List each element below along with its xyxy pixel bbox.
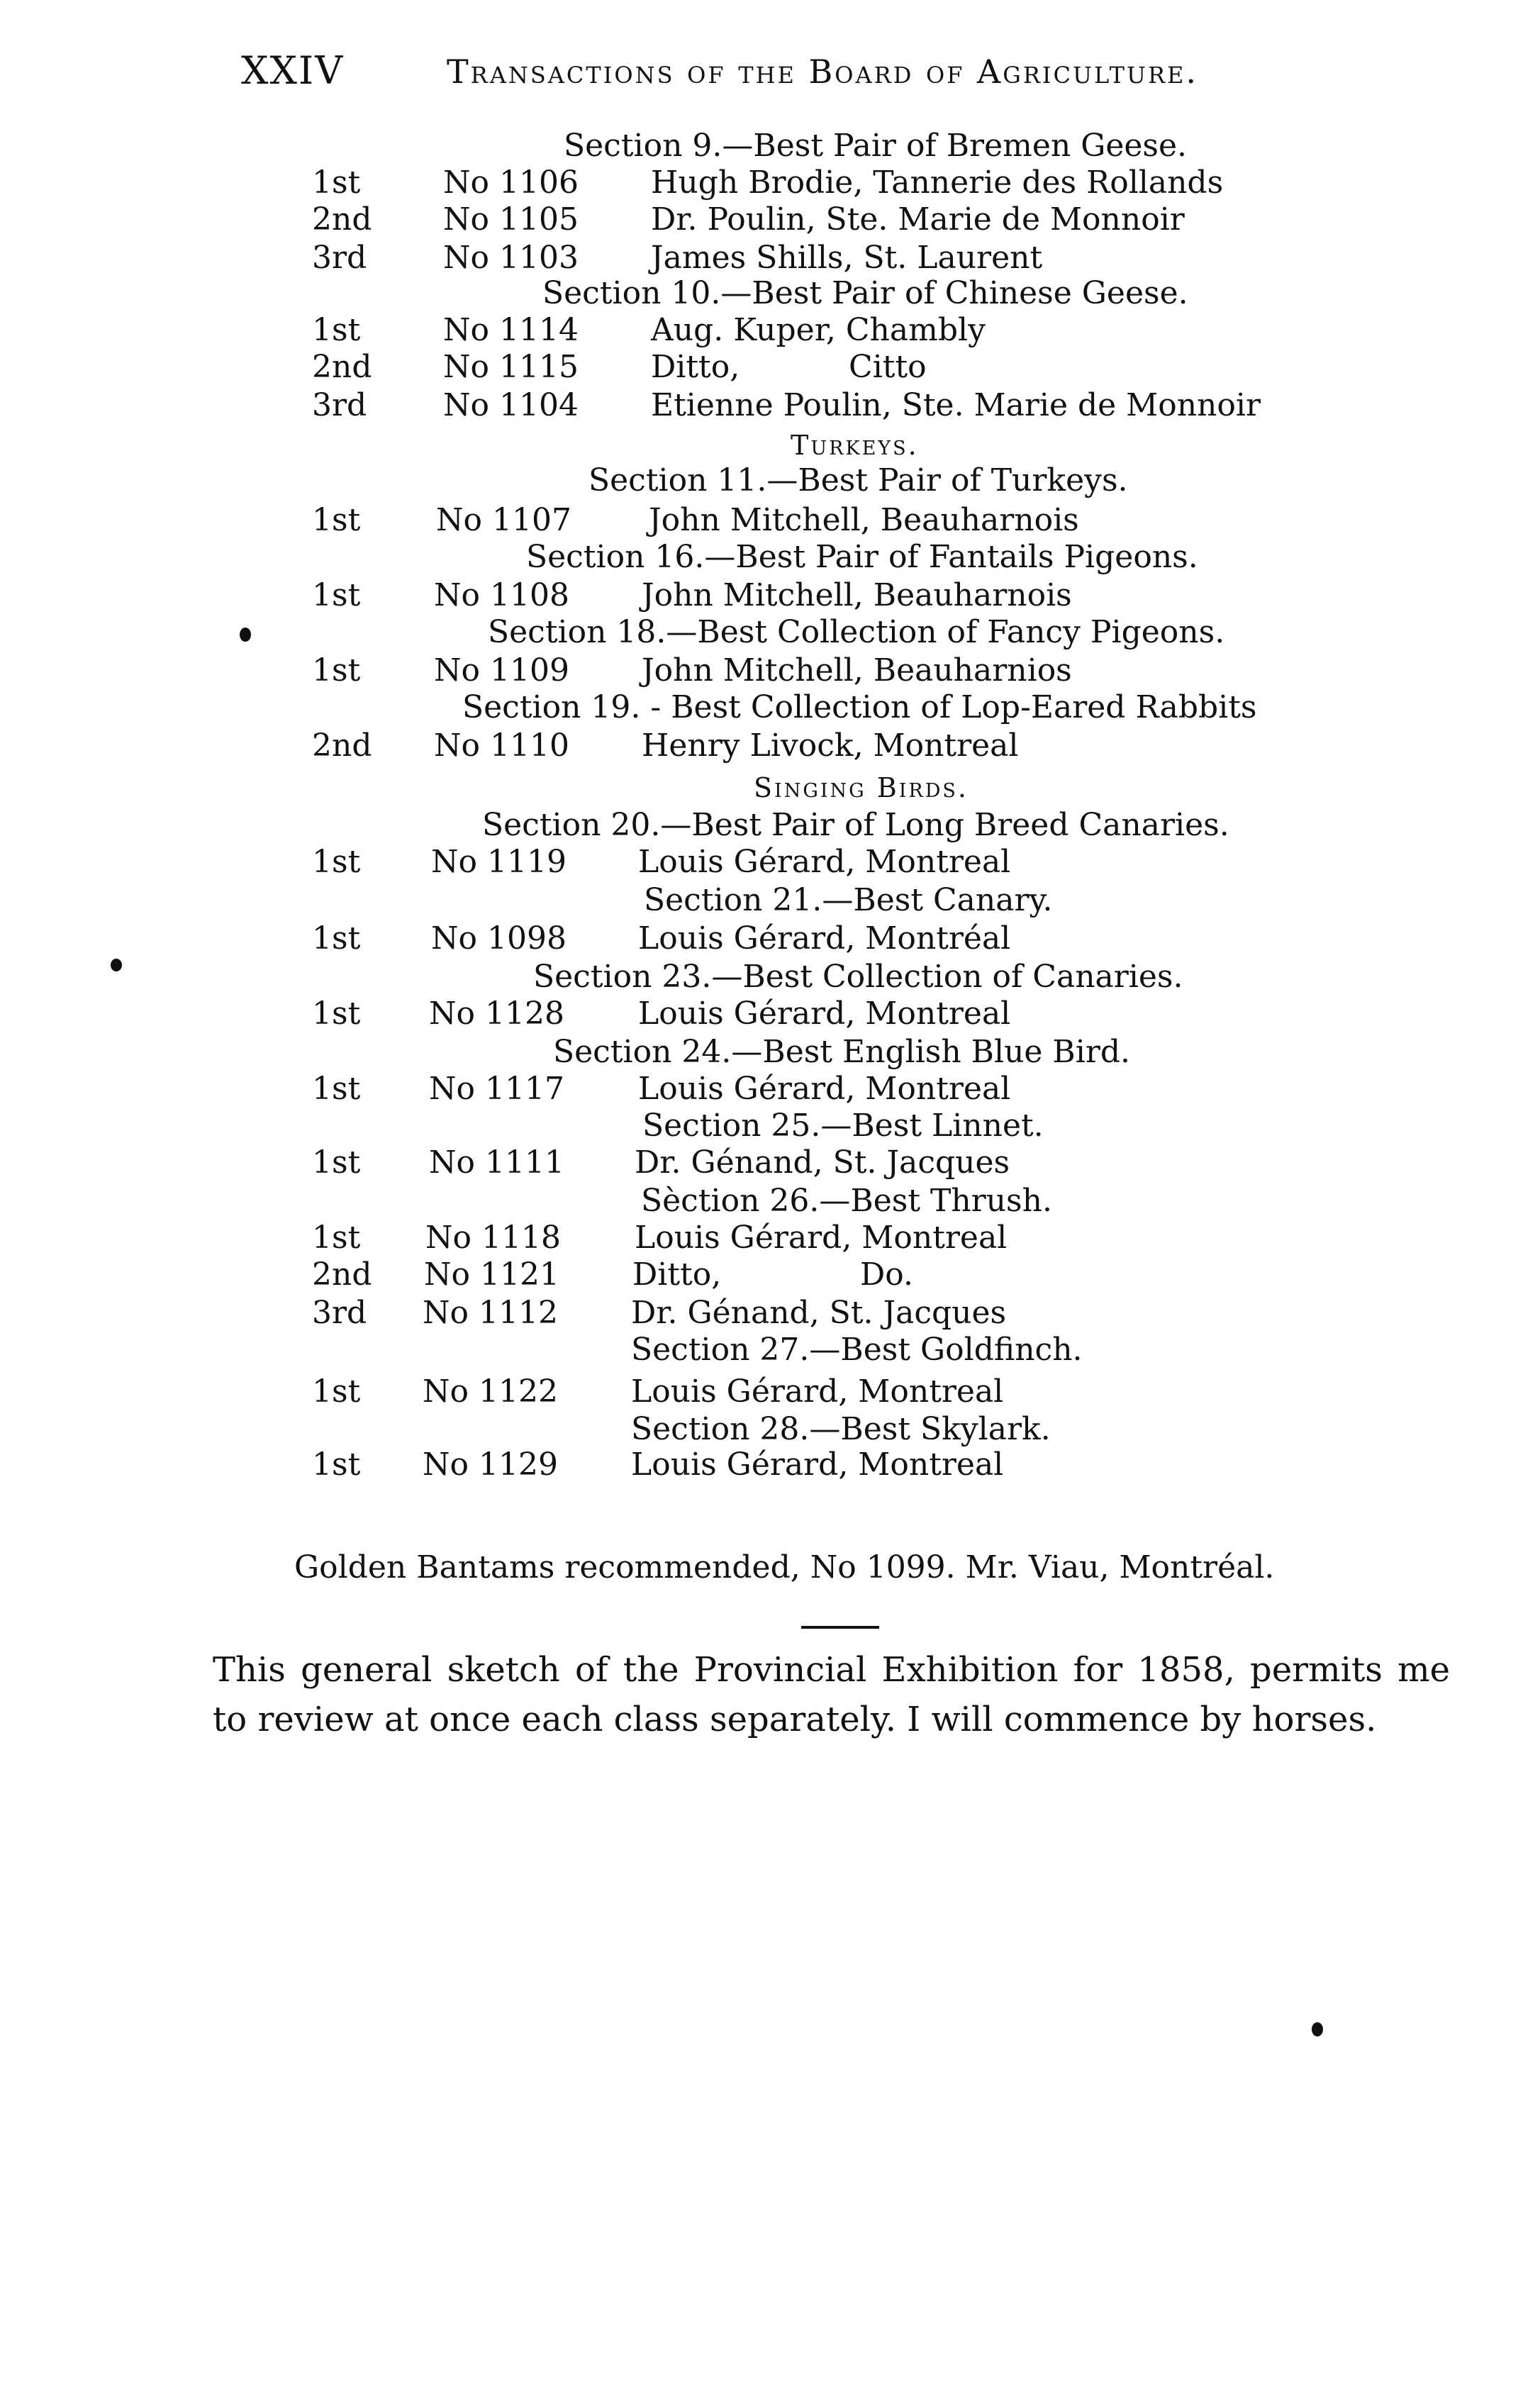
prize-place: 1st	[312, 577, 361, 613]
ink-speck	[240, 628, 251, 642]
section-heading: Section 24.—Best English Blue Bird.	[553, 1034, 1131, 1070]
section-heading: Section 23.—Best Collection of Canaries.	[533, 959, 1183, 995]
category-heading: Turkeys.	[791, 430, 919, 461]
exhibitor-name: Aug. Kuper, Chambly	[651, 312, 986, 348]
prize-entry	[312, 165, 1305, 201]
prize-entry	[312, 652, 1305, 689]
section-heading: Section 19. - Best Collection of Lop-Eared Rabbits	[462, 689, 1257, 725]
entry-number: No 1122	[423, 1373, 558, 1410]
entry-number: No 1118	[425, 1220, 561, 1256]
prize-entry	[312, 844, 1305, 881]
prize-place: 1st	[312, 920, 361, 957]
prize-place: 1st	[312, 1144, 361, 1181]
entry-number: No 1128	[429, 996, 564, 1032]
prize-entry	[312, 1447, 1305, 1483]
exhibitor-name: Louis Gérard, Montreal	[638, 996, 1011, 1032]
prize-place: 2nd	[312, 1256, 372, 1293]
prize-place: 1st	[312, 1071, 361, 1107]
entry-number: No 1098	[431, 920, 567, 957]
exhibitor-name: Ditto, Citto	[651, 349, 927, 385]
exhibitor-name: Henry Livock, Montreal	[642, 728, 1019, 764]
section-heading: Section 9.—Best Pair of Bremen Geese.	[564, 128, 1188, 164]
exhibitor-name: Hugh Brodie, Tannerie des Rollands	[651, 165, 1224, 201]
exhibitor-name: Louis Gérard, Montreal	[638, 844, 1011, 880]
ink-speck	[1312, 2022, 1323, 2036]
exhibitor-name: James Shills, St. Laurent	[651, 240, 1043, 276]
page-header	[241, 48, 1290, 98]
prize-place: 1st	[312, 844, 361, 880]
section-heading: Section 20.—Best Pair of Long Breed Canaries.	[482, 807, 1229, 843]
exhibitor-name: Louis Gérard, Montreal	[635, 1220, 1008, 1256]
running-title: Transactions of the Board of Agriculture.	[447, 52, 1199, 91]
prize-place: 1st	[312, 165, 361, 201]
entry-number: No 1119	[431, 844, 567, 880]
prize-entry	[312, 1144, 1305, 1181]
entry-number: No 1108	[434, 577, 569, 613]
section-divider	[801, 1626, 879, 1629]
section-heading: Section 11.—Best Pair of Turkeys.	[588, 462, 1128, 498]
exhibitor-name: Louis Gérard, Montréal	[638, 920, 1011, 957]
prize-entry	[312, 1071, 1305, 1108]
prize-entry	[312, 201, 1305, 238]
exhibitor-name: Louis Gérard, Montreal	[631, 1373, 1004, 1410]
body-paragraph: This general sketch of the Provincial Exhibition for 1858, permits me to review at once each class separately. I will commence by horses.	[213, 1650, 1450, 1739]
category-heading: Singing Birds.	[754, 772, 969, 803]
section-heading: Section 28.—Best Skylark.	[631, 1411, 1051, 1447]
entry-number: No 1129	[423, 1447, 558, 1483]
exhibitor-name: John Mitchell, Beauharnios	[642, 652, 1072, 689]
section-heading: Section 21.—Best Canary.	[644, 882, 1053, 918]
prize-entry	[312, 1220, 1305, 1256]
ink-speck	[111, 959, 122, 971]
prize-entry	[312, 577, 1305, 614]
entry-number: No 1107	[436, 502, 571, 538]
exhibitor-name: John Mitchell, Beauharnois	[642, 577, 1072, 613]
page-number: XXIV	[241, 48, 345, 93]
prize-place: 2nd	[312, 728, 372, 764]
section-heading: Section 18.—Best Collection of Fancy Pigeons.	[488, 614, 1225, 650]
prize-entry	[312, 1373, 1305, 1410]
exhibitor-name: Ditto, Do.	[632, 1256, 913, 1293]
prize-entry	[312, 387, 1305, 424]
exhibitor-name: Dr. Poulin, Ste. Marie de Monnoir	[651, 201, 1185, 238]
section-heading: Section 25.—Best Linnet.	[642, 1108, 1044, 1144]
prize-entry	[312, 240, 1305, 277]
section-heading: Section 27.—Best Goldfinch.	[631, 1332, 1083, 1368]
entry-number: No 1112	[423, 1295, 558, 1331]
prize-place: 1st	[312, 502, 361, 538]
exhibitor-name: Louis Gérard, Montreal	[638, 1071, 1011, 1107]
entry-number: No 1103	[443, 240, 579, 276]
entry-number: No 1114	[443, 312, 579, 348]
entry-number: No 1105	[443, 201, 579, 238]
entry-number: No 1121	[424, 1256, 559, 1293]
prize-entry	[312, 349, 1305, 386]
exhibitor-name: Dr. Génand, St. Jacques	[631, 1295, 1007, 1331]
entry-number: No 1117	[429, 1071, 564, 1107]
prize-place: 3rd	[312, 240, 367, 276]
prize-entry	[312, 1256, 1305, 1293]
prize-place: 1st	[312, 1447, 361, 1483]
section-heading: Section 10.—Best Pair of Chinese Geese.	[542, 275, 1188, 311]
prize-entry	[312, 312, 1305, 349]
prize-entry	[312, 1295, 1305, 1332]
prize-entry	[312, 502, 1305, 539]
exhibitor-name: Etienne Poulin, Ste. Marie de Monnoir	[651, 387, 1261, 423]
prize-place: 1st	[312, 312, 361, 348]
entry-number: No 1115	[443, 349, 579, 385]
prize-place: 3rd	[312, 1295, 367, 1331]
prize-place: 2nd	[312, 201, 372, 238]
prize-entry	[312, 920, 1305, 957]
prize-entry	[312, 996, 1305, 1032]
recommendation-note: Golden Bantams recommended, No 1099. Mr. Viau, Montréal.	[294, 1549, 1275, 1585]
entry-number: No 1104	[443, 387, 579, 423]
entry-number: No 1111	[429, 1144, 564, 1181]
prize-place: 3rd	[312, 387, 367, 423]
exhibitor-name: John Mitchell, Beauharnois	[649, 502, 1079, 538]
entry-number: No 1109	[434, 652, 569, 689]
prize-place: 1st	[312, 1220, 361, 1256]
prize-place: 2nd	[312, 349, 372, 385]
exhibitor-name: Louis Gérard, Montreal	[631, 1447, 1004, 1483]
prize-place: 1st	[312, 1373, 361, 1410]
prize-place: 1st	[312, 996, 361, 1032]
prize-place: 1st	[312, 652, 361, 689]
prize-entry	[312, 728, 1305, 764]
entry-number: No 1106	[443, 165, 579, 201]
entry-number: No 1110	[434, 728, 569, 764]
section-heading: Sèction 26.—Best Thrush.	[641, 1183, 1052, 1219]
section-heading: Section 16.—Best Pair of Fantails Pigeons.	[526, 539, 1198, 575]
exhibitor-name: Dr. Génand, St. Jacques	[635, 1144, 1010, 1181]
